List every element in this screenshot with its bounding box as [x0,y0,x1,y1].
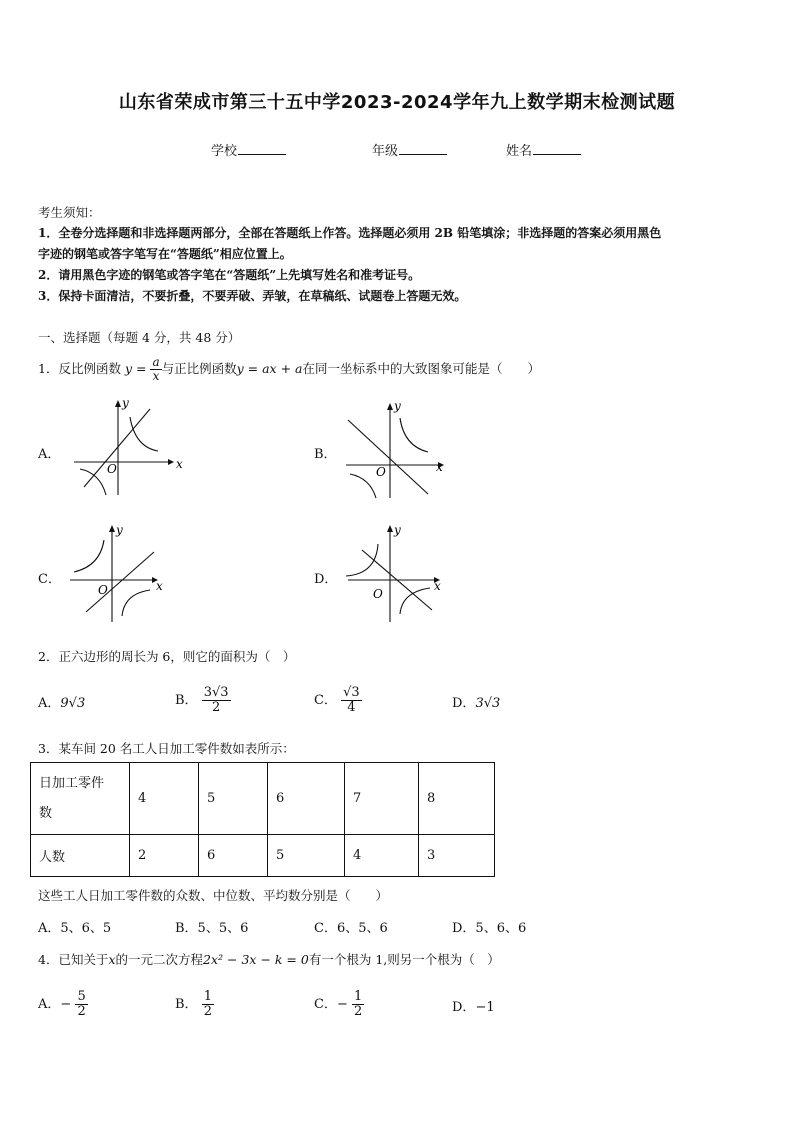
notice-item-1-cont: 字迹的钢笔或答字笔写在“答题纸”相应位置上。 [38,247,292,261]
q1-option-a[interactable]: A． [38,447,61,462]
line [84,409,150,487]
q4-b-label: B． [175,997,198,1012]
svg-text:O: O [98,583,108,597]
svg-text:x: x [176,457,183,471]
q4-suffix: 有一个根为 1,则另一个根为（ ） [308,952,500,967]
svg-text:O: O [107,462,117,476]
table-cell: 5 [268,835,345,877]
svg-text:y: y [122,396,129,410]
q1-graph-c[interactable] [66,520,176,625]
page-title: 山东省荣成市第三十五中学2023-2024学年九上数学期末检测试题 [118,92,676,113]
q2-c-fraction: $\frac{√3}{4}$ [343,685,360,715]
q2-b-fraction: $\frac{3√3}{2}$ [203,685,229,715]
table-cell: 3 [419,835,495,877]
grade-blank[interactable] [399,144,447,155]
name-blank[interactable] [533,144,581,155]
q4-option-d[interactable] [452,996,495,1015]
q1-graph-d[interactable] [344,520,454,625]
hyperbola-branch-2 [80,469,106,495]
table-row [31,835,495,877]
q2-option-d[interactable] [452,692,500,711]
q4-b-fraction: $\frac{1}{2}$ [203,989,212,1019]
svg-text:y: y [394,399,401,413]
svg-text:O: O [376,465,386,479]
q4-d-value: −1 [475,1000,495,1015]
q1-option-c[interactable]: C． [38,572,61,587]
school-field[interactable] [211,140,286,159]
q4-prefix: 4．已知关于 [38,952,109,967]
q3-table [30,762,495,877]
q4-c-fraction: $\frac{1}{2}$ [354,989,363,1019]
q4-option-c[interactable] [314,984,364,1026]
name-field[interactable] [506,140,581,159]
notice-item-3: 3．保持卡面清洁，不要折叠，不要弄破、弄皱，在草稿纸、试题卷上答题无效。 [38,289,467,303]
school-blank[interactable] [238,144,286,155]
notice-heading: 考生须知： [38,205,101,220]
q1-prefix: 1．反比例函数 [38,361,121,376]
hyperbola-branch-1 [130,417,158,451]
q2-c-label: C． [314,693,337,708]
q4-option-a[interactable] [38,984,88,1026]
q1-graph-a[interactable] [70,395,183,500]
q1-graph-b[interactable] [342,398,452,503]
q2-option-b[interactable] [175,680,231,722]
q2-d-label: D． [452,696,476,711]
table-header-cell: 日加工零件 数 [31,763,130,835]
q4-c-sign: − [336,997,348,1012]
table-row [31,763,495,835]
y-axis-arrow [115,400,121,407]
grade-field[interactable] [372,140,447,159]
table-cell: 4 [130,763,199,835]
grade-label: 年级 [372,144,399,159]
school-label: 学校 [211,144,238,159]
question-2: 2．正六边形的周长为 6，则它的面积为（ ） [38,649,296,664]
table-cell: 4 [345,835,419,877]
q4-option-b[interactable] [175,984,214,1026]
q2-option-a[interactable] [38,692,85,711]
notice-item-1: 1．全卷分选择题和非选择题两部分，全部在答题纸上作答。选择题必须用 2B 铅笔填涂；非选择题的答案必须用黑色 [38,226,662,240]
section-heading: 一、选择题（每题 4 分，共 48 分） [38,330,241,345]
q1-suffix: 在同一坐标系中的大致图象可能是（ ） [302,361,540,376]
q2-a-value: 9√3 [60,696,86,711]
q4-equation: 2x² − 3x − k = 0 [203,952,309,967]
table-cell: 6 [199,835,268,877]
question-4 [38,950,500,968]
q3-option-d[interactable]: D．5、6、6 [452,921,527,936]
q4-a-label: A． [38,997,61,1012]
q1-mid: 与正比例函数 [161,361,237,376]
table-cell: 2 [130,835,199,877]
svg-text:x: x [156,579,163,593]
question-1 [38,352,540,386]
q1-option-b[interactable]: B． [314,447,337,462]
q2-d-value: 3√3 [475,696,501,711]
q1-func2: y = ax + a [236,361,303,376]
q3-option-c[interactable]: C．6、5、6 [314,921,388,936]
q1-func1-lhs: y = [124,361,147,376]
svg-text:y: y [394,523,401,537]
q3-option-a[interactable]: A．5、6、5 [38,921,112,936]
q4-d-label: D． [452,1000,476,1015]
q3-question: 这些工人日加工零件数的众数、中位数、平均数分别是（ ） [38,888,389,903]
table-cell: 8 [419,763,495,835]
table-cell: 6 [268,763,345,835]
svg-text:O: O [373,587,383,601]
q4-a-fraction: $\frac{5}{2}$ [77,989,86,1019]
q1-func1-fraction: $\frac{a}{x}$ [152,355,160,383]
svg-text:x: x [434,579,441,593]
x-axis-arrow [168,459,174,465]
svg-text:y: y [116,523,123,537]
q4-c-label: C． [314,997,337,1012]
question-3: 3．某车间 20 名工人日加工零件数如表所示： [38,741,295,756]
name-label: 姓名 [506,144,533,159]
q1-option-d[interactable]: D． [314,572,338,587]
q4-variable: x [108,952,116,967]
table-cell: 7 [345,763,419,835]
q4-a-sign: − [60,997,72,1012]
table-header-cell: 人数 [31,835,130,877]
q2-option-c[interactable] [314,680,362,722]
table-cell: 5 [199,763,268,835]
q2-b-label: B． [175,693,198,708]
q4-mid: 的一元二次方程 [115,952,204,967]
q2-a-label: A． [38,696,61,711]
notice-item-2: 2．请用黑色字迹的钢笔或答字笔在“答题纸”上先填写姓名和准考证号。 [38,268,421,282]
q3-option-b[interactable]: B．5、5、6 [175,921,249,936]
svg-text:x: x [436,460,443,474]
